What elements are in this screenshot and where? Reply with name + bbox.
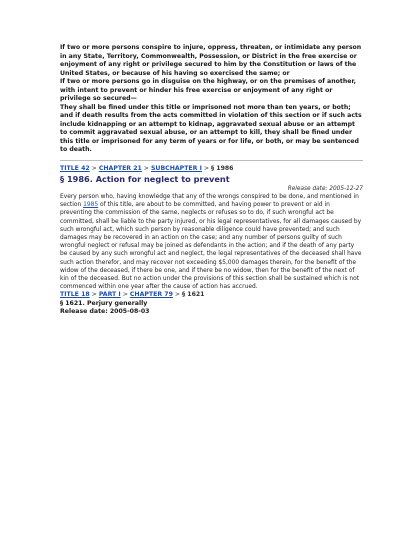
breadcrumb-separator: >: [172, 291, 183, 299]
body-text: Every person who, having knowledge that any of the wrongs conspired to be done, and mentioned in section: [60, 194, 359, 209]
document-page: [60, 44, 363, 317]
section-heading: § 1986. Action for neglect to prevent: [60, 174, 230, 184]
breadcrumb-link-chapter-79[interactable]: CHAPTER 79: [129, 291, 173, 299]
section-heading: § 1621. Perjury generally: [60, 299, 148, 307]
breadcrumb-separator: >: [89, 291, 99, 299]
release-date: Release date: 2005-08-03: [60, 308, 150, 316]
section-body: [60, 193, 363, 291]
breadcrumb-link-subchapter-i[interactable]: SUBCHAPTER I: [150, 164, 202, 172]
breadcrumb-current-section: § 1986: [211, 164, 234, 172]
breadcrumb-separator: >: [89, 164, 99, 172]
breadcrumb: [60, 165, 363, 174]
statute-paragraph: If two or more persons conspire to injure, oppress, threaten, or intimidate any person in any State, Territory, Commonwealth, Possession, or District in the free exercise or enjoyment of any right or privilege secured to him by the Constitution or laws of the United States, or because of his having so exercised the same; or: [60, 44, 362, 77]
breadcrumb-link-part-i[interactable]: PART I: [98, 291, 121, 299]
statute-paragraph: They shall be fined under this title or imprisoned not more than ten years, or both; and if death results from the acts committed in violation of this section or if such acts include kidnapping or an attempt to kidnap, aggravated sexual abuse or an attempt to commit aggravated sexual abuse, or an attempt to kill, they shall be fined under this title or imprisoned for any term of years or for life, or both, or may be sentenced to death.: [60, 103, 362, 153]
release-date: Release date: 2005-12-27: [287, 186, 363, 192]
breadcrumb-current-section: § 1621: [182, 291, 205, 299]
divider: [60, 160, 363, 161]
breadcrumb-link-title-18[interactable]: TITLE 18: [60, 291, 90, 299]
breadcrumb-link-chapter-21[interactable]: CHAPTER 21: [98, 164, 142, 172]
breadcrumb-separator: >: [120, 291, 130, 299]
breadcrumb-separator: >: [201, 164, 212, 172]
body-text: of this title, are about to be committed, and having power to prevent or aid in preventing the commission of the same, neglects or refuses so to do, if such wrongful act be committed, shall be liable to the party injured, or his legal representatives, for all damages caused by such wrongful act, which such person by reasonable diligence could have prevented; and such damages may be recovered in an action on the case; and any number of persons guilty of such wrongful neglect or refusal may be joined as defendants in the action; and if the death of any party be caused by any such wrongful act and neglect, the legal representatives of the deceased shall have such action therefor, and may recover not exceeding $5,000 damages therein, for the benefit of the widow of the deceased, if there be one, and if there be no widow, then for the benefit of the next of kin of the deceased. But no action under the provisions of this section shall be sustained which is not commenced within one year after the cause of action has accrued.: [60, 202, 362, 291]
statute-text-block: [60, 44, 363, 155]
breadcrumb-separator: >: [141, 164, 151, 172]
breadcrumb-link-title-42[interactable]: TITLE 42: [60, 164, 90, 172]
breadcrumb: [60, 291, 363, 300]
statute-paragraph: If two or more persons go in disguise on the highway, or on the premises of another, with intent to prevent or hinder his free exercise or enjoyment of any right or privilege so secured—: [60, 78, 356, 102]
section-1985-link[interactable]: 1985: [83, 202, 99, 209]
